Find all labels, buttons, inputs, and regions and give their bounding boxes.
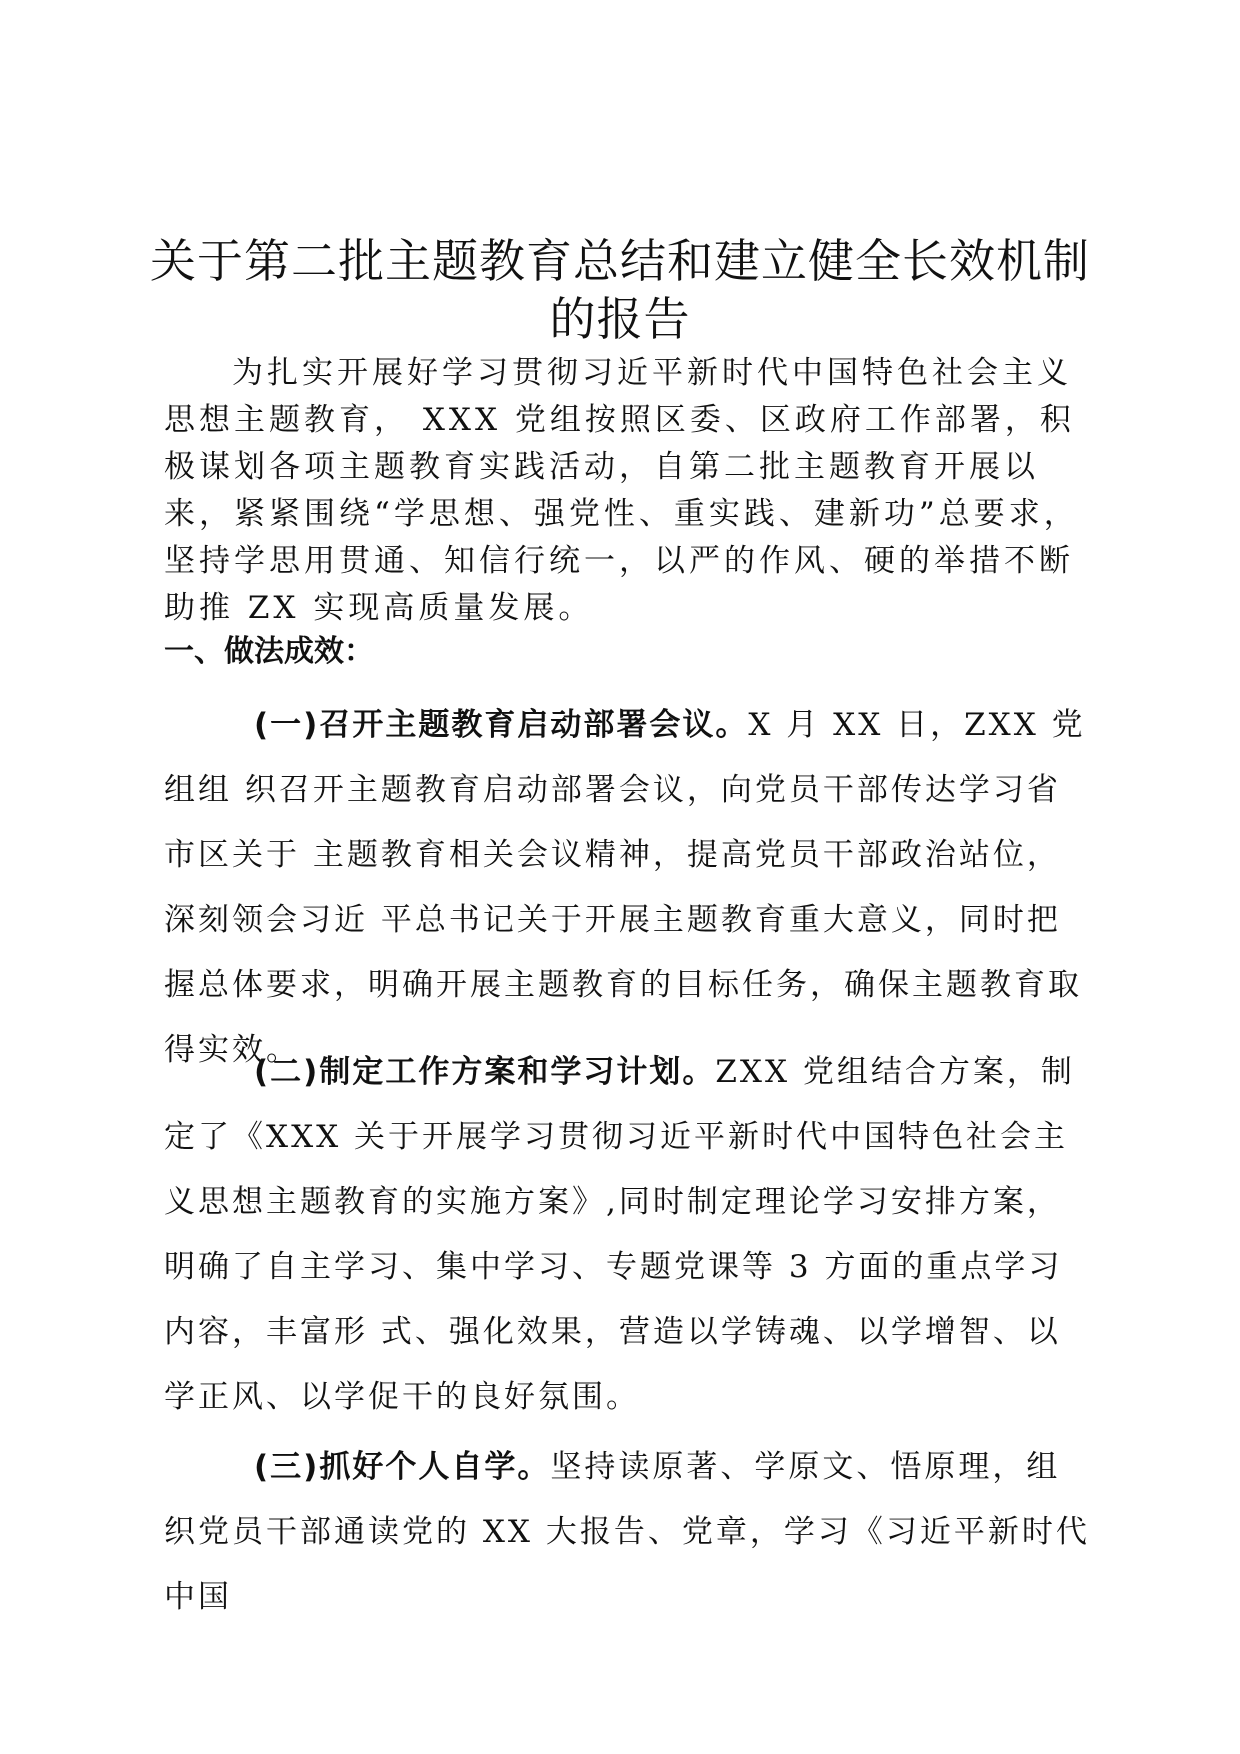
item-paragraph-2 [164,1040,1094,1430]
item-body-1: X 月 XX 日，ZXX 党组组 织召开主题教育启动部署会议，向党员干部传达学习省市区关于 主题教育相关会议精神，提高党员干部政治站位，深刻领会习近 平总书记关于开展主题教育重大意义，同时把握总体要求，明确开展主题教育的目标任务，确保主题教育取得实效。 [164,707,1086,1068]
document-title [120,232,1120,348]
item-body-3: 坚持读原著、学原文、悟原理，组织党员干部通读党的 XX 大报告、党章，学习《习近平新时代中国 [164,1449,1090,1615]
intro-paragraph: 为扎实开展好学习贯彻习近平新时代中国特色社会主义思想主题教育， XXX 党组按照区委、区政府工作部署，积极谋划各项主题教育实践活动，自第二批主题教育开展以来，紧紧围绕“学思想、强党性、重实践、建新功”总要求，坚持学思用贯通、知信行统一，以严的作风、硬的举措不断助推 ZX 实现高质量发展。 [164,355,1079,626]
item-heading-2: (二)制定工作方案和学习计划。 [254,1054,716,1090]
item-body-2: ZXX 党组结合方案，制定了《XXX 关于开展学习贯彻习近平新时代中国特色社会主义思想主题教育的实施方案》,同时制定理论学习安排方案，明确了自主学习、集中学习、专题党课等 3 方面的重点学习内容，丰富形 式、强化效果，营造以学铸魂、以学增智、以学正风、以学促干的良好氛围。 [164,1054,1075,1415]
item-heading-1: (一)召开主题教育启动部署会议。 [254,707,749,743]
section-heading: 一、做法成效： [164,634,374,669]
item-paragraph-3 [164,1435,1094,1630]
title-line-2: 的报告 [549,292,691,346]
item-heading-3: (三)抓好个人自学。 [254,1449,551,1485]
item-paragraph-1 [164,693,1094,1083]
title-line-1: 关于第二批主题教育总结和建立健全长效机制 [150,234,1090,288]
